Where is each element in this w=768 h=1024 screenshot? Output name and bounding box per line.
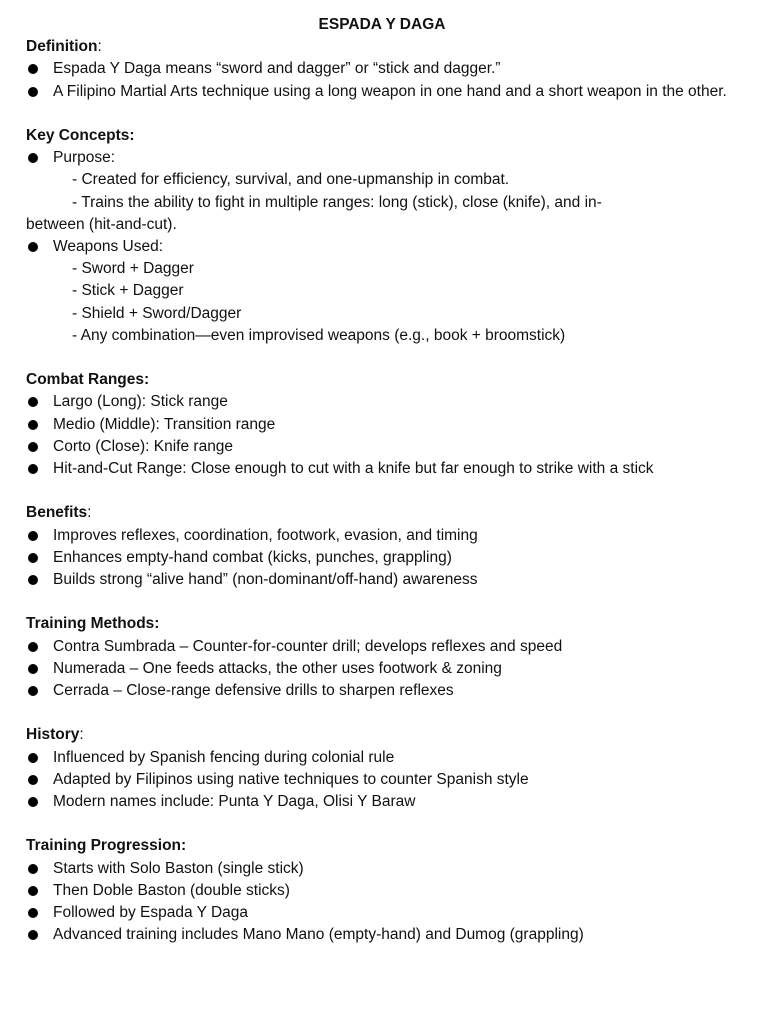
list-item: Medio (Middle): Transition range	[26, 414, 738, 436]
training-progression-list	[26, 858, 738, 947]
training-methods-list	[26, 636, 738, 703]
list-item: Improves reflexes, coordination, footwork, evasion, and timing	[26, 525, 738, 547]
benefits-heading-text: Benefits	[26, 504, 88, 522]
sub-item: - Any combination—even improvised weapons (e.g., book + broomstick)	[72, 326, 566, 344]
definition-heading: Definition:	[26, 38, 102, 56]
sub-item: - Trains the ability to fight in multiple ranges: long (stick), close (knife), and in-	[72, 193, 602, 211]
list-item: Then Doble Baston (double sticks)	[26, 880, 738, 902]
document-title: ESPADA Y DAGA	[318, 16, 446, 33]
sub-item: - Sword + Dagger	[72, 260, 194, 278]
combat-ranges-heading: Combat Ranges:	[26, 371, 150, 389]
list-item: Cerrada – Close-range defensive drills to sharpen reflexes	[26, 680, 738, 702]
definition-heading-text: Definition	[26, 38, 98, 56]
list-item: Starts with Solo Baston (single stick)	[26, 858, 738, 880]
sub-item: - Shield + Sword/Dagger	[72, 304, 242, 322]
list-item: Enhances empty-hand combat (kicks, punches, grappling)	[26, 547, 738, 569]
weapons-label: Weapons Used:	[53, 238, 163, 256]
list-item: Advanced training includes Mano Mano (empty-hand) and Dumog (grappling)	[26, 924, 738, 946]
list-item	[26, 147, 738, 236]
definition-list	[26, 58, 738, 102]
training-methods-heading: Training Methods:	[26, 615, 160, 633]
benefits-list	[26, 525, 738, 592]
list-item: A Filipino Martial Arts technique using a long weapon in one hand and a short weapon in the other.	[26, 81, 738, 103]
list-item: Adapted by Filipinos using native techniques to counter Spanish style	[26, 769, 738, 791]
purpose-label: Purpose:	[53, 149, 116, 167]
history-heading-text: History	[26, 726, 80, 744]
list-item: Largo (Long): Stick range	[26, 391, 738, 413]
key-concepts-heading: Key Concepts:	[26, 127, 135, 144]
list-item: Modern names include: Punta Y Daga, Olisi Y Baraw	[26, 791, 738, 813]
history-list	[26, 747, 738, 814]
key-concepts-list	[26, 147, 738, 347]
sub-item: - Created for efficiency, survival, and one-upmanship in combat.	[72, 171, 510, 189]
list-item: Corto (Close): Knife range	[26, 436, 738, 458]
sub-item: - Stick + Dagger	[72, 282, 184, 300]
list-item: Hit-and-Cut Range: Close enough to cut with a knife but far enough to strike with a stick	[26, 458, 738, 480]
list-item: Influenced by Spanish fencing during colonial rule	[26, 747, 738, 769]
training-progression-heading: Training Progression:	[26, 837, 187, 855]
list-item: Followed by Espada Y Daga	[26, 902, 738, 924]
list-item: Espada Y Daga means “sword and dagger” or “stick and dagger.”	[26, 58, 738, 80]
list-item: Numerada – One feeds attacks, the other uses footwork & zoning	[26, 658, 738, 680]
list-item	[26, 236, 738, 347]
combat-ranges-list	[26, 391, 738, 480]
benefits-heading: Benefits:	[26, 504, 92, 522]
list-item: Builds strong “alive hand” (non-dominant/off-hand) awareness	[26, 569, 738, 591]
history-heading: History:	[26, 726, 84, 744]
list-item: Contra Sumbrada – Counter-for-counter drill; develops reflexes and speed	[26, 636, 738, 658]
sub-item-continuation: between (hit-and-cut).	[26, 215, 177, 233]
